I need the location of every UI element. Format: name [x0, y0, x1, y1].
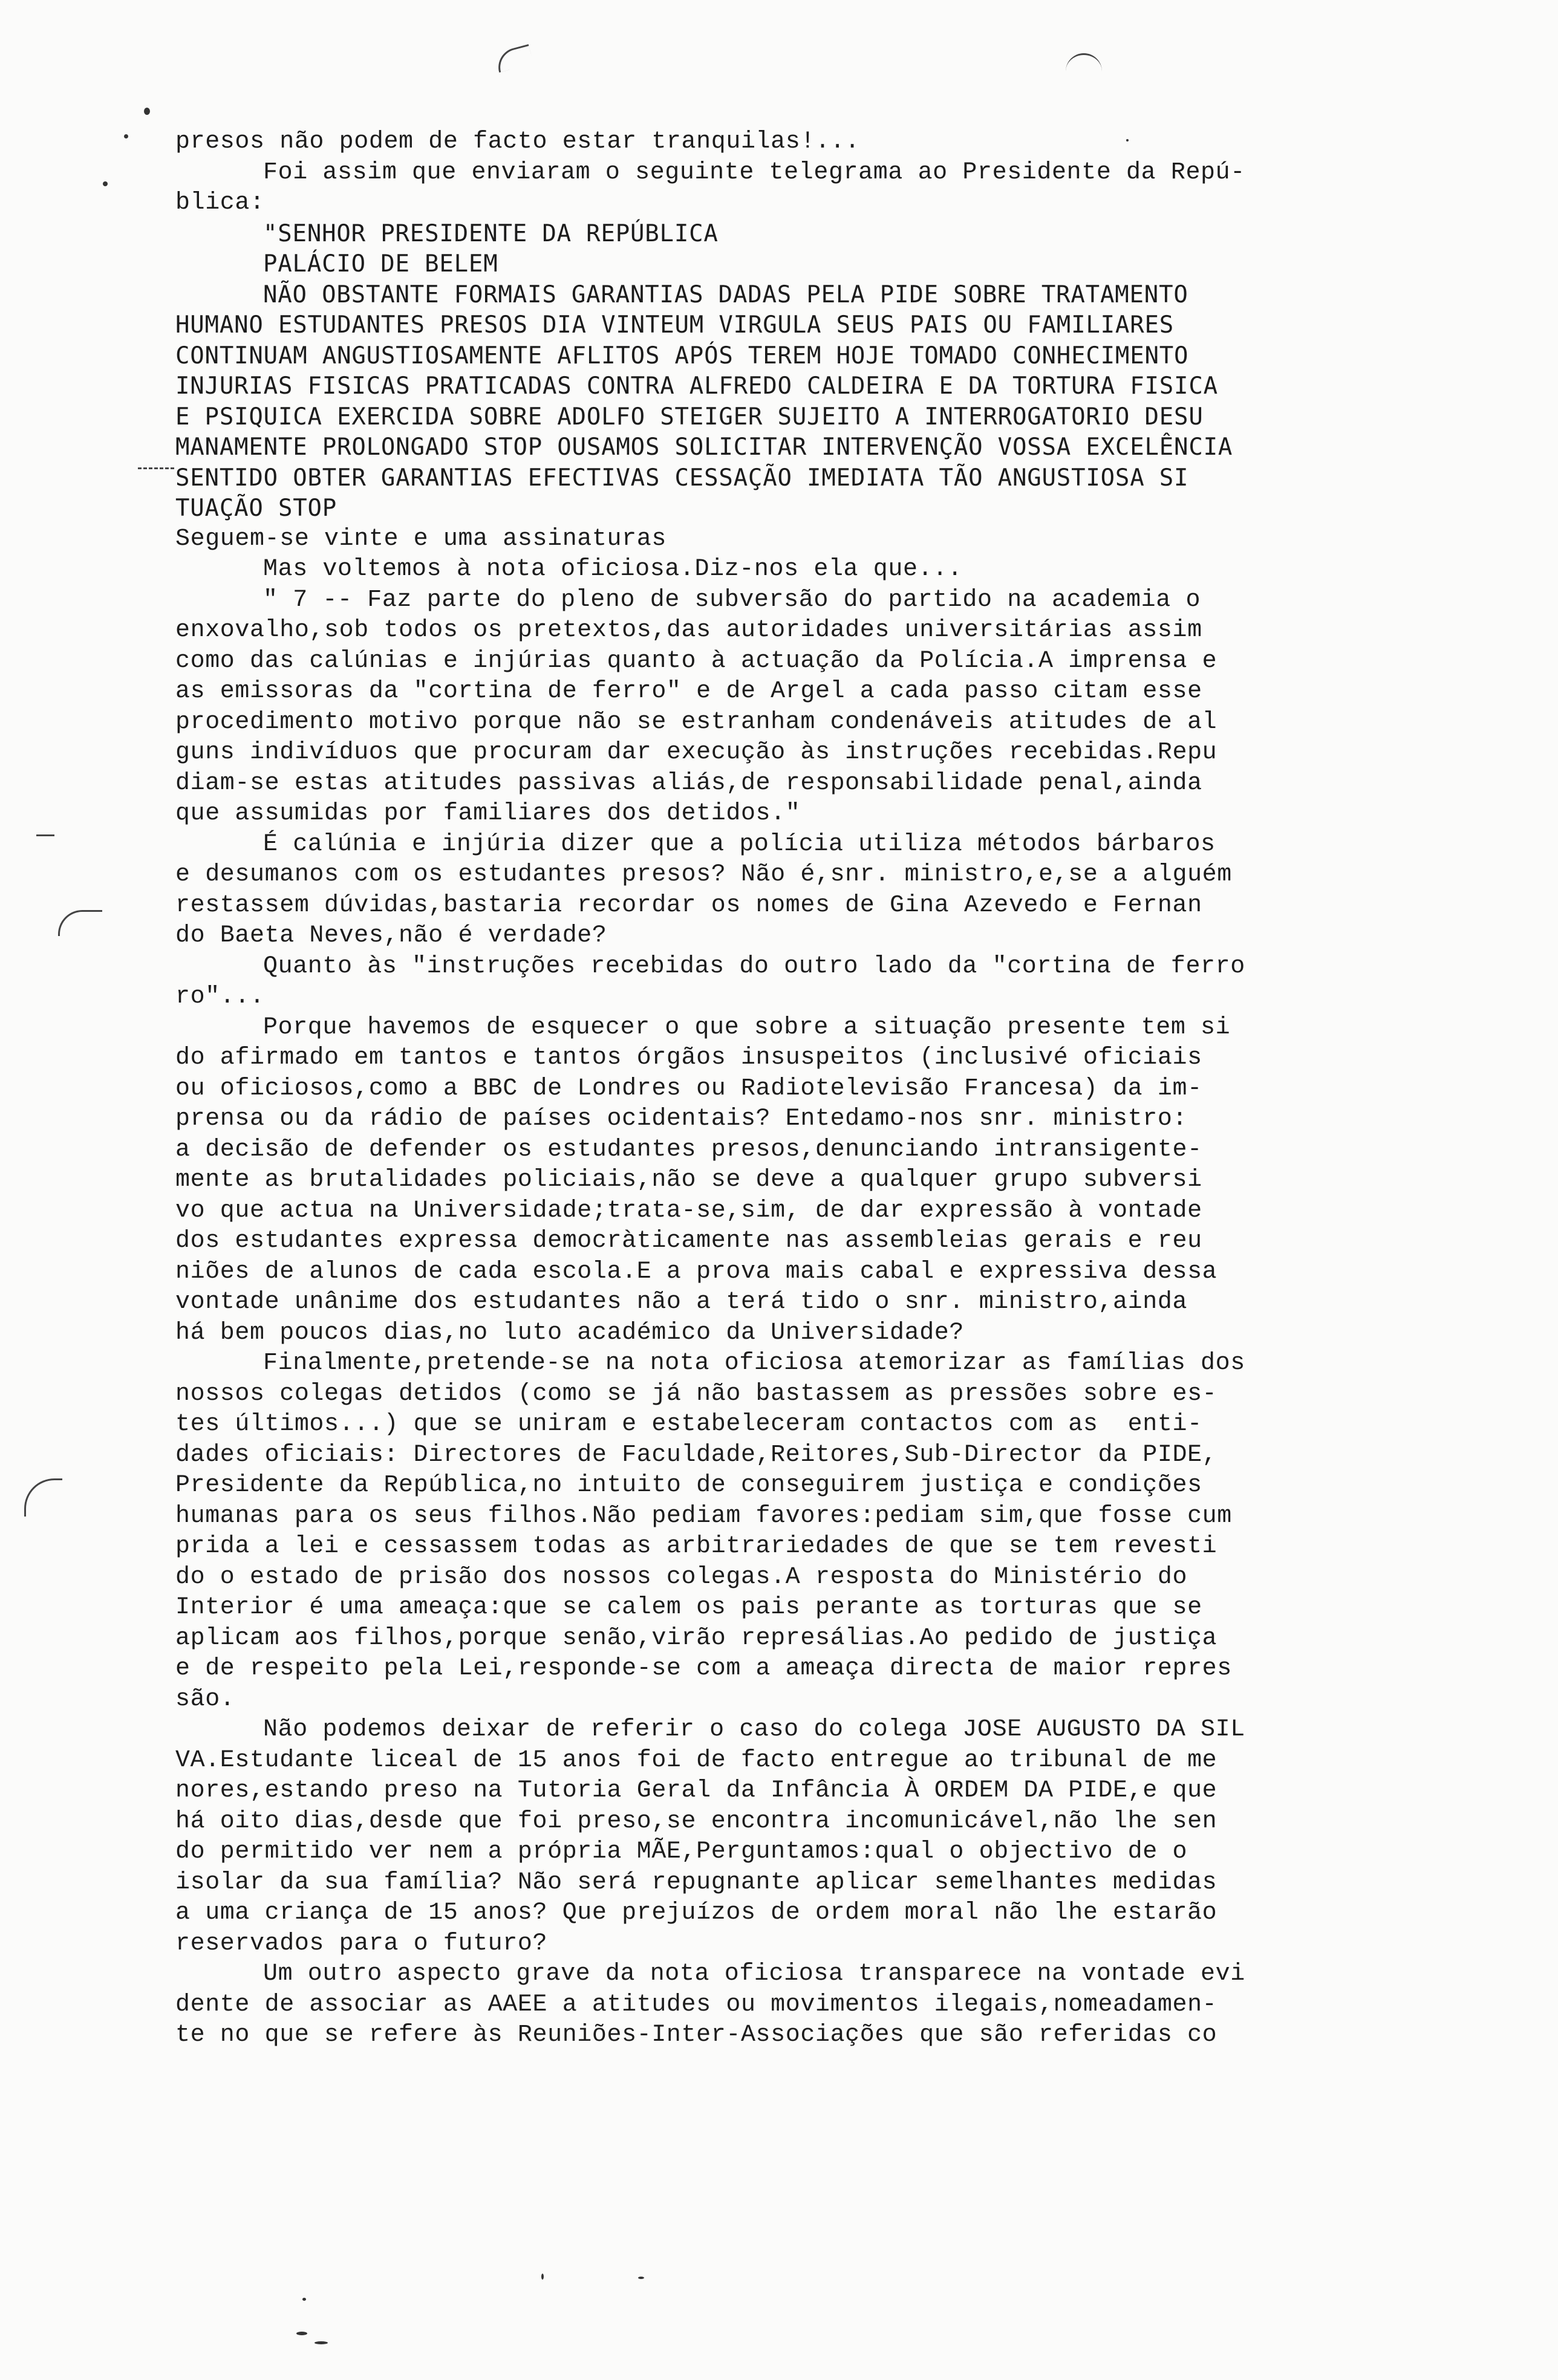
margin-dash-left — [36, 834, 54, 836]
text-line: NÃO OBSTANTE FORMAIS GARANTIAS DADAS PELA PIDE SOBRE TRATAMENTO — [263, 281, 1188, 308]
text-line: isolar da sua família? Não será repugnante aplicar semelhantes medidas — [175, 1868, 1217, 1896]
text-line: Foi assim que enviaram o seguinte telegrama ao Presidente da Repú- — [263, 158, 1245, 186]
text-line: que assumidas por familiares dos detidos." — [175, 800, 801, 827]
speck-8 — [296, 2332, 307, 2335]
text-line: reservados para o futuro? — [175, 1930, 548, 1957]
text-line: Seguem-se vinte e uma assinaturas — [175, 525, 667, 553]
text-line: E PSIQUICA EXERCIDA SOBRE ADOLFO STEIGER SUJEITO A INTERROGATORIO DESU — [175, 403, 1204, 431]
speck-1 — [144, 108, 150, 115]
text-line: prida a lei e cessassem todas as arbitrariedades de que se tem revesti — [175, 1533, 1217, 1560]
text-line: aplicam aos filhos,porque senão,virão represálias.Ao pedido de justiça — [175, 1624, 1217, 1652]
margin-dash-telegram — [138, 467, 174, 469]
text-line: blica: — [175, 189, 265, 216]
text-line: HUMANO ESTUDANTES PRESOS DIA VINTEUM VIRGULA SEUS PAIS OU FAMILIARES — [175, 311, 1175, 339]
text-line: " 7 -- Faz parte do pleno de subversão do partido na academia o — [263, 586, 1201, 614]
text-line: vontade unânime dos estudantes não a terá tido o snr. ministro,ainda — [175, 1289, 1188, 1316]
text-line: ou oficiosos,como a BBC de Londres ou Radiotelevisão Francesa) da im- — [175, 1075, 1202, 1102]
text-line: CONTINUAM ANGUSTIOSAMENTE AFLITOS APÓS TEREM HOJE TOMADO CONHECIMENTO — [175, 342, 1189, 369]
text-line: são. — [175, 1685, 235, 1713]
text-line: Não podemos deixar de referir o caso do colega JOSE AUGUSTO DA SIL — [263, 1716, 1245, 1743]
text-line: presos não podem de facto estar tranquilas!... — [175, 128, 860, 155]
text-line: mente as brutalidades policiais,não se deve a qualquer grupo subversi — [175, 1166, 1202, 1194]
text-line: procedimento motivo porque não se estranham condenáveis atitudes de al — [175, 708, 1217, 736]
text-line: Quanto às "instruções recebidas do outro lado da "cortina de ferro — [263, 952, 1245, 980]
text-line: nossos colegas detidos (como se já não bastassem as pressões sobre es- — [175, 1380, 1217, 1408]
text-line: VA.Estudante liceal de 15 anos foi de facto entregue ao tribunal de me — [175, 1746, 1217, 1774]
speck-6 — [638, 2277, 644, 2279]
text-line: prensa ou da rádio de países ocidentais? Entedamo-nos snr. ministro: — [175, 1105, 1188, 1133]
text-line: É calúnia e injúria dizer que a polícia utiliza métodos bárbaros — [263, 830, 1216, 858]
text-line: dente de associar as AAEE a atitudes ou movimentos ilegais,nomeadamen- — [175, 1991, 1217, 2018]
text-line: Interior é uma ameaça:que se calem os pais perante as torturas que se — [175, 1594, 1202, 1621]
text-line: do o estado de prisão dos nossos colegas.A resposta do Ministério do — [175, 1563, 1188, 1591]
typewritten-text — [175, 127, 1446, 2051]
text-line: diam-se estas atitudes passivas aliás,de responsabilidade penal,ainda — [175, 769, 1202, 797]
punch-hole-mark-top-right — [1066, 53, 1102, 73]
text-line: há bem poucos dias,no luto académico da Universidade? — [175, 1319, 965, 1347]
punch-hole-mark-top-left — [494, 44, 534, 73]
text-line: do Baeta Neves,não é verdade? — [175, 922, 607, 949]
text-line: ro"... — [175, 983, 265, 1010]
margin-mark-left-2 — [24, 1478, 62, 1517]
text-line: há oito dias,desde que foi preso,se encontra incomunicável,não lhe sen — [175, 1807, 1217, 1835]
text-line: a uma criança de 15 anos? Que prejuízos de ordem moral não lhe estarão — [175, 1899, 1217, 1926]
text-line: nores,estando preso na Tutoria Geral da Infância À ORDEM DA PIDE,e que — [175, 1777, 1217, 1804]
text-line: dos estudantes expressa democràticamente nas assembleias gerais e reu — [175, 1227, 1202, 1255]
text-line: PALÁCIO DE BELEM — [263, 250, 498, 278]
text-line: MANAMENTE PROLONGADO STOP OUSAMOS SOLICITAR INTERVENÇÃO VOSSA EXCELÊNCIA — [175, 434, 1233, 461]
text-line: "SENHOR PRESIDENTE DA REPÚBLICA — [263, 219, 719, 247]
text-line: guns indivíduos que procuram dar execução às instruções recebidas.Repu — [175, 739, 1217, 766]
text-line: Porque havemos de esquecer o que sobre a situação presente tem si — [263, 1013, 1231, 1041]
text-line: do permitido ver nem a própria MÃE,Perguntamos:qual o objectivo de o — [175, 1838, 1188, 1865]
text-line: e de respeito pela Lei,responde-se com a ameaça directa de maior repres — [175, 1655, 1232, 1682]
text-line: vo que actua na Universidade;trata-se,sim, de dar expressão à vontade — [175, 1197, 1202, 1224]
text-line: TUAÇÃO STOP — [175, 495, 337, 522]
text-line: niões de alunos de cada escola.E a prova mais cabal e expressiva dessa — [175, 1258, 1217, 1286]
margin-mark-left-1 — [58, 910, 102, 936]
text-line: Um outro aspecto grave da nota oficiosa transparece na vontade evi — [263, 1960, 1245, 1988]
text-line: restassem dúvidas,bastaria recordar os nomes de Gina Azevedo e Fernan — [175, 891, 1202, 919]
text-line: SENTIDO OBTER GARANTIAS EFECTIVAS CESSAÇÃO IMEDIATA TÃO ANGUSTIOSA SI — [175, 464, 1189, 492]
text-line: e desumanos com os estudantes presos? Não é,snr. ministro,e,se a alguém — [175, 861, 1232, 888]
text-line: como das calúnias e injúrias quanto à actuação da Polícia.A imprensa e — [175, 647, 1217, 675]
text-line: Mas voltemos à nota oficiosa.Diz-nos ela que... — [263, 556, 963, 583]
text-line: a decisão de defender os estudantes presos,denunciando intransigente- — [175, 1136, 1202, 1163]
speck-9 — [315, 2341, 328, 2344]
text-line: INJURIAS FISICAS PRATICADAS CONTRA ALFREDO CALDEIRA E DA TORTURA FISICA — [175, 372, 1218, 400]
text-line: humanas para os seus filhos.Não pediam favores:pediam sim,que fosse cum — [175, 1502, 1232, 1530]
text-line: enxovalho,sob todos os pretextos,das autoridades universitárias assim — [175, 617, 1202, 644]
text-line: as emissoras da "cortina de ferro" e de Argel a cada passo citam esse — [175, 678, 1202, 705]
speck-2 — [124, 134, 128, 138]
speck-5 — [541, 2274, 544, 2280]
text-line: Finalmente,pretende-se na nota oficiosa atemorizar as famílias dos — [263, 1350, 1245, 1377]
text-line: te no que se refere às Reuniões-Inter-Associações que são referidas co — [175, 2021, 1217, 2049]
text-line: do afirmado em tantos e tantos órgãos insuspeitos (inclusivé oficiais — [175, 1044, 1202, 1071]
text-line: Presidente da República,no intuito de conseguirem justiça e condições — [175, 1472, 1202, 1499]
speck-3 — [103, 181, 108, 186]
text-line: tes últimos...) que se uniram e estabeleceram contactos com as enti- — [175, 1411, 1202, 1438]
text-line: dades oficiais: Directores de Faculdade,Reitores,Sub-Director da PIDE, — [175, 1441, 1217, 1469]
speck-7 — [302, 2298, 306, 2301]
